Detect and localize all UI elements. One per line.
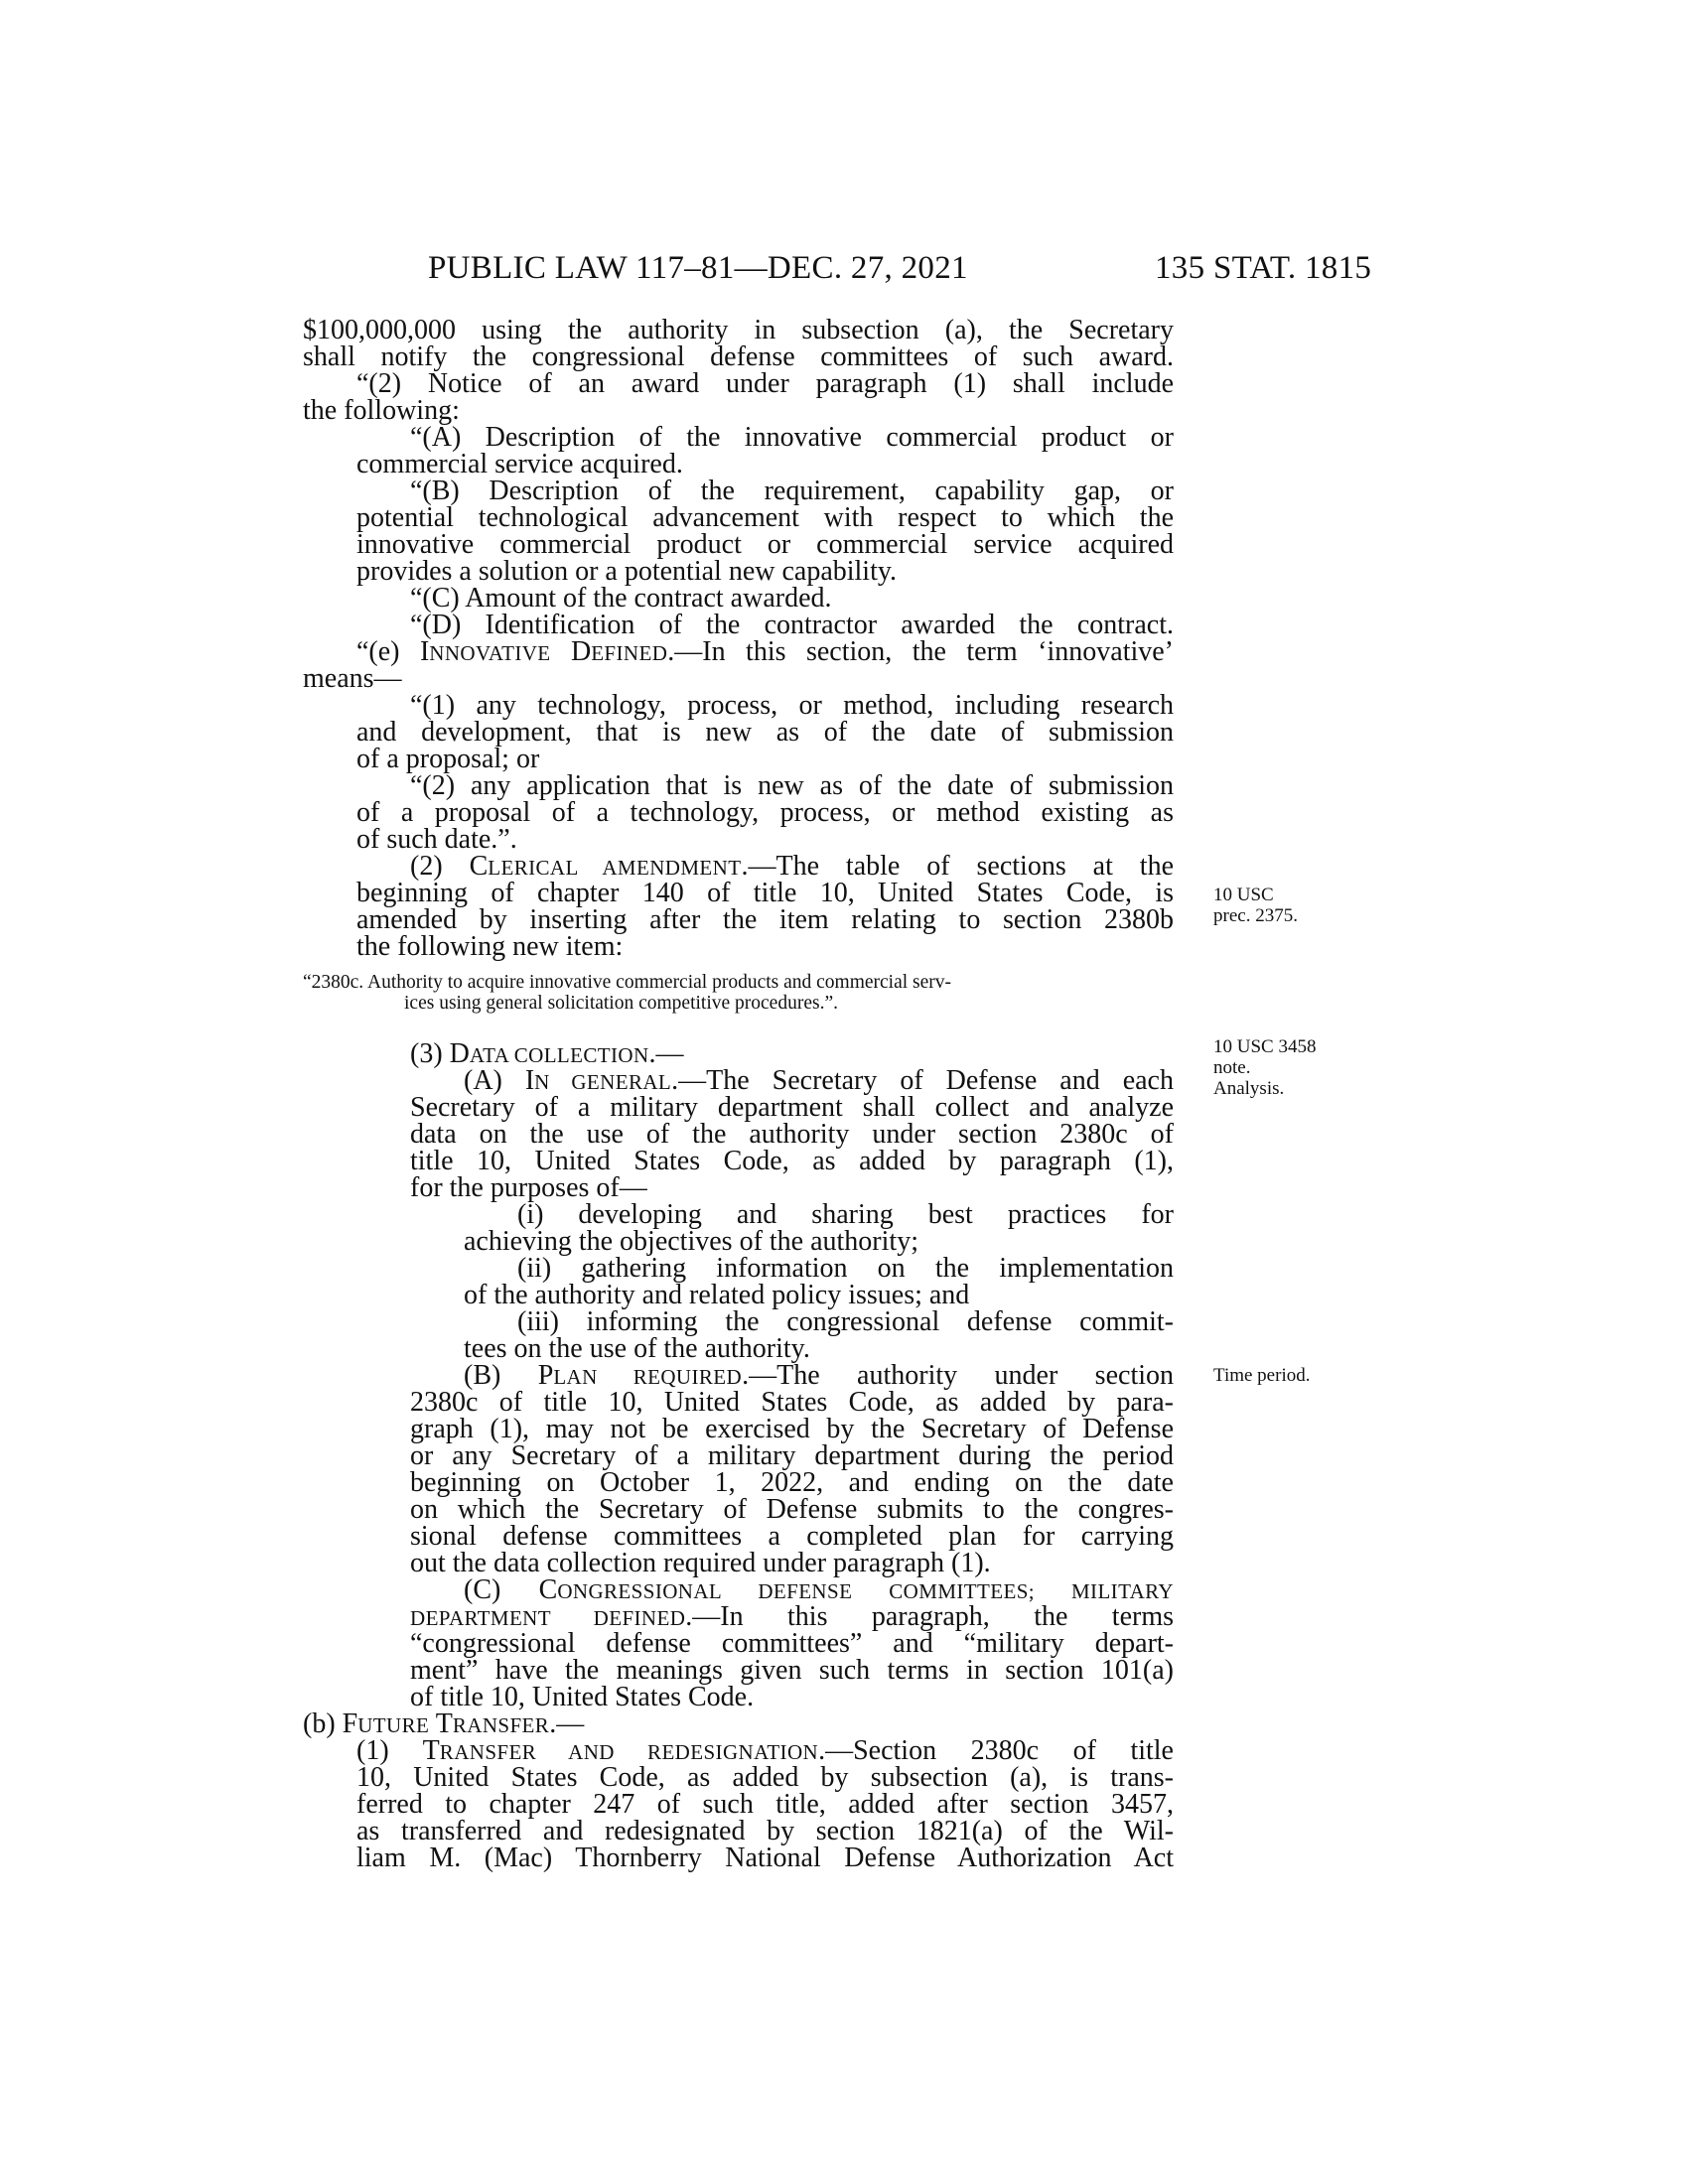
- text-line: (3) DATA COLLECTION.—: [410, 1038, 684, 1069]
- text-line: (C) CONGRESSIONAL DEFENSE COMMITTEES; MILITARY: [464, 1574, 1174, 1605]
- text-line: amended by inserting after the item relating to section 2380b: [356, 904, 1174, 935]
- text-line: the following:: [303, 395, 460, 426]
- margin-note-citation: prec. 2375.: [1213, 905, 1298, 926]
- text-line: (1) TRANSFER AND REDESIGNATION.—Section 2380c of title: [356, 1735, 1174, 1766]
- text-line: of the authority and related policy issues; and: [464, 1280, 970, 1310]
- text-line: “(A) Description of the innovative commercial product or: [410, 422, 1174, 453]
- text-line: “(B) Description of the requirement, capability gap, or: [410, 476, 1174, 506]
- text-line: sional defense committees a completed plan for carrying: [410, 1521, 1174, 1552]
- text-line: DEPARTMENT DEFINED.—In this paragraph, the terms: [410, 1601, 1175, 1632]
- text-line: data on the use of the authority under section 2380c of: [410, 1119, 1174, 1150]
- text-line: “(D) Identification of the contractor awarded the contract.: [410, 610, 1174, 640]
- text-line: (b) FUTURE TRANSFER.—: [303, 1708, 585, 1739]
- text-line: potential technological advancement with respect to which the: [356, 502, 1174, 533]
- text-line: means—: [303, 663, 402, 694]
- table-of-sections-line: ices using general solicitation competitive procedures.”.: [404, 993, 838, 1014]
- margin-note-citation: 10 USC: [1213, 885, 1274, 905]
- text-line: for the purposes of—: [410, 1172, 647, 1203]
- text-line: 2380c of title 10, United States Code, as added by para-: [410, 1387, 1174, 1418]
- text-line: 10, United States Code, as added by subsection (a), is trans-: [356, 1762, 1174, 1793]
- text-line: on which the Secretary of Defense submits to the congres-: [410, 1494, 1174, 1525]
- margin-note-label: Time period.: [1213, 1365, 1311, 1386]
- text-line: Secretary of a military department shall collect and analyze: [410, 1092, 1174, 1123]
- text-line: provides a solution or a potential new capability.: [356, 556, 898, 587]
- margin-note-citation: note.: [1213, 1057, 1251, 1078]
- text-line: the following new item:: [356, 931, 624, 962]
- text-line: (ii) gathering information on the implementation: [517, 1253, 1174, 1284]
- text-line: or any Secretary of a military department during the period: [410, 1440, 1174, 1471]
- text-line: shall notify the congressional defense committees of such award.: [303, 341, 1174, 372]
- text-line: innovative commercial product or commercial service acquired: [356, 529, 1174, 560]
- text-line: $100,000,000 using the authority in subsection (a), the Secretary: [303, 315, 1174, 345]
- page-number: 135 STAT. 1815: [1155, 250, 1372, 286]
- text-line: of such date.”.: [356, 824, 517, 855]
- text-line: “(2) Notice of an award under paragraph (1) shall include: [356, 368, 1174, 399]
- text-line: ferred to chapter 247 of such title, added after section 3457,: [356, 1789, 1174, 1820]
- text-line: (iii) informing the congressional defense commit-: [517, 1306, 1174, 1337]
- text-line: (2) CLERICAL AMENDMENT.—The table of sections at the: [410, 851, 1175, 882]
- text-line: (A) IN GENERAL.—The Secretary of Defense and each: [464, 1065, 1174, 1096]
- text-line: liam M. (Mac) Thornberry National Defense Authorization Act: [356, 1843, 1174, 1873]
- text-line: beginning of chapter 140 of title 10, United States Code, is: [356, 878, 1174, 908]
- text-line: “(C) Amount of the contract awarded.: [410, 583, 832, 614]
- margin-note-label: Analysis.: [1213, 1078, 1285, 1099]
- text-line: (i) developing and sharing best practices for: [517, 1199, 1174, 1230]
- running-header-title: PUBLIC LAW 117–81—DEC. 27, 2021: [428, 250, 968, 286]
- table-of-sections-line: “2380c. Authority to acquire innovative commercial products and commercial serv-: [303, 972, 952, 993]
- margin-note-citation: 10 USC 3458: [1213, 1036, 1317, 1057]
- text-line: “(2) any application that is new as of the date of submission: [410, 770, 1174, 801]
- text-line: “(e) INNOVATIVE DEFINED.—In this section, the term ‘innovative’: [356, 636, 1175, 667]
- text-line: of a proposal of a technology, process, or method existing as: [356, 797, 1174, 828]
- text-line: out the data collection required under paragraph (1).: [410, 1548, 991, 1578]
- text-line: title 10, United States Code, as added by paragraph (1),: [410, 1146, 1174, 1176]
- text-line: graph (1), may not be exercised by the Secretary of Defense: [410, 1414, 1174, 1444]
- text-line: beginning on October 1, 2022, and ending on the date: [410, 1467, 1174, 1498]
- text-line: ment” have the meanings given such terms in section 101(a): [410, 1655, 1174, 1686]
- text-line: of title 10, United States Code.: [410, 1682, 755, 1712]
- text-line: “(1) any technology, process, or method, including research: [410, 690, 1174, 721]
- text-line: of a proposal; or: [356, 744, 540, 774]
- text-line: and development, that is new as of the date of submission: [356, 717, 1174, 748]
- text-line: commercial service acquired.: [356, 449, 683, 479]
- text-line: as transferred and redesignated by section 1821(a) of the Wil-: [356, 1816, 1174, 1846]
- text-line: “congressional defense committees” and “military depart-: [410, 1628, 1174, 1659]
- text-line: (B) PLAN REQUIRED.—The authority under section: [464, 1360, 1174, 1391]
- text-line: tees on the use of the authority.: [464, 1333, 810, 1364]
- text-line: achieving the objectives of the authority;: [464, 1226, 918, 1257]
